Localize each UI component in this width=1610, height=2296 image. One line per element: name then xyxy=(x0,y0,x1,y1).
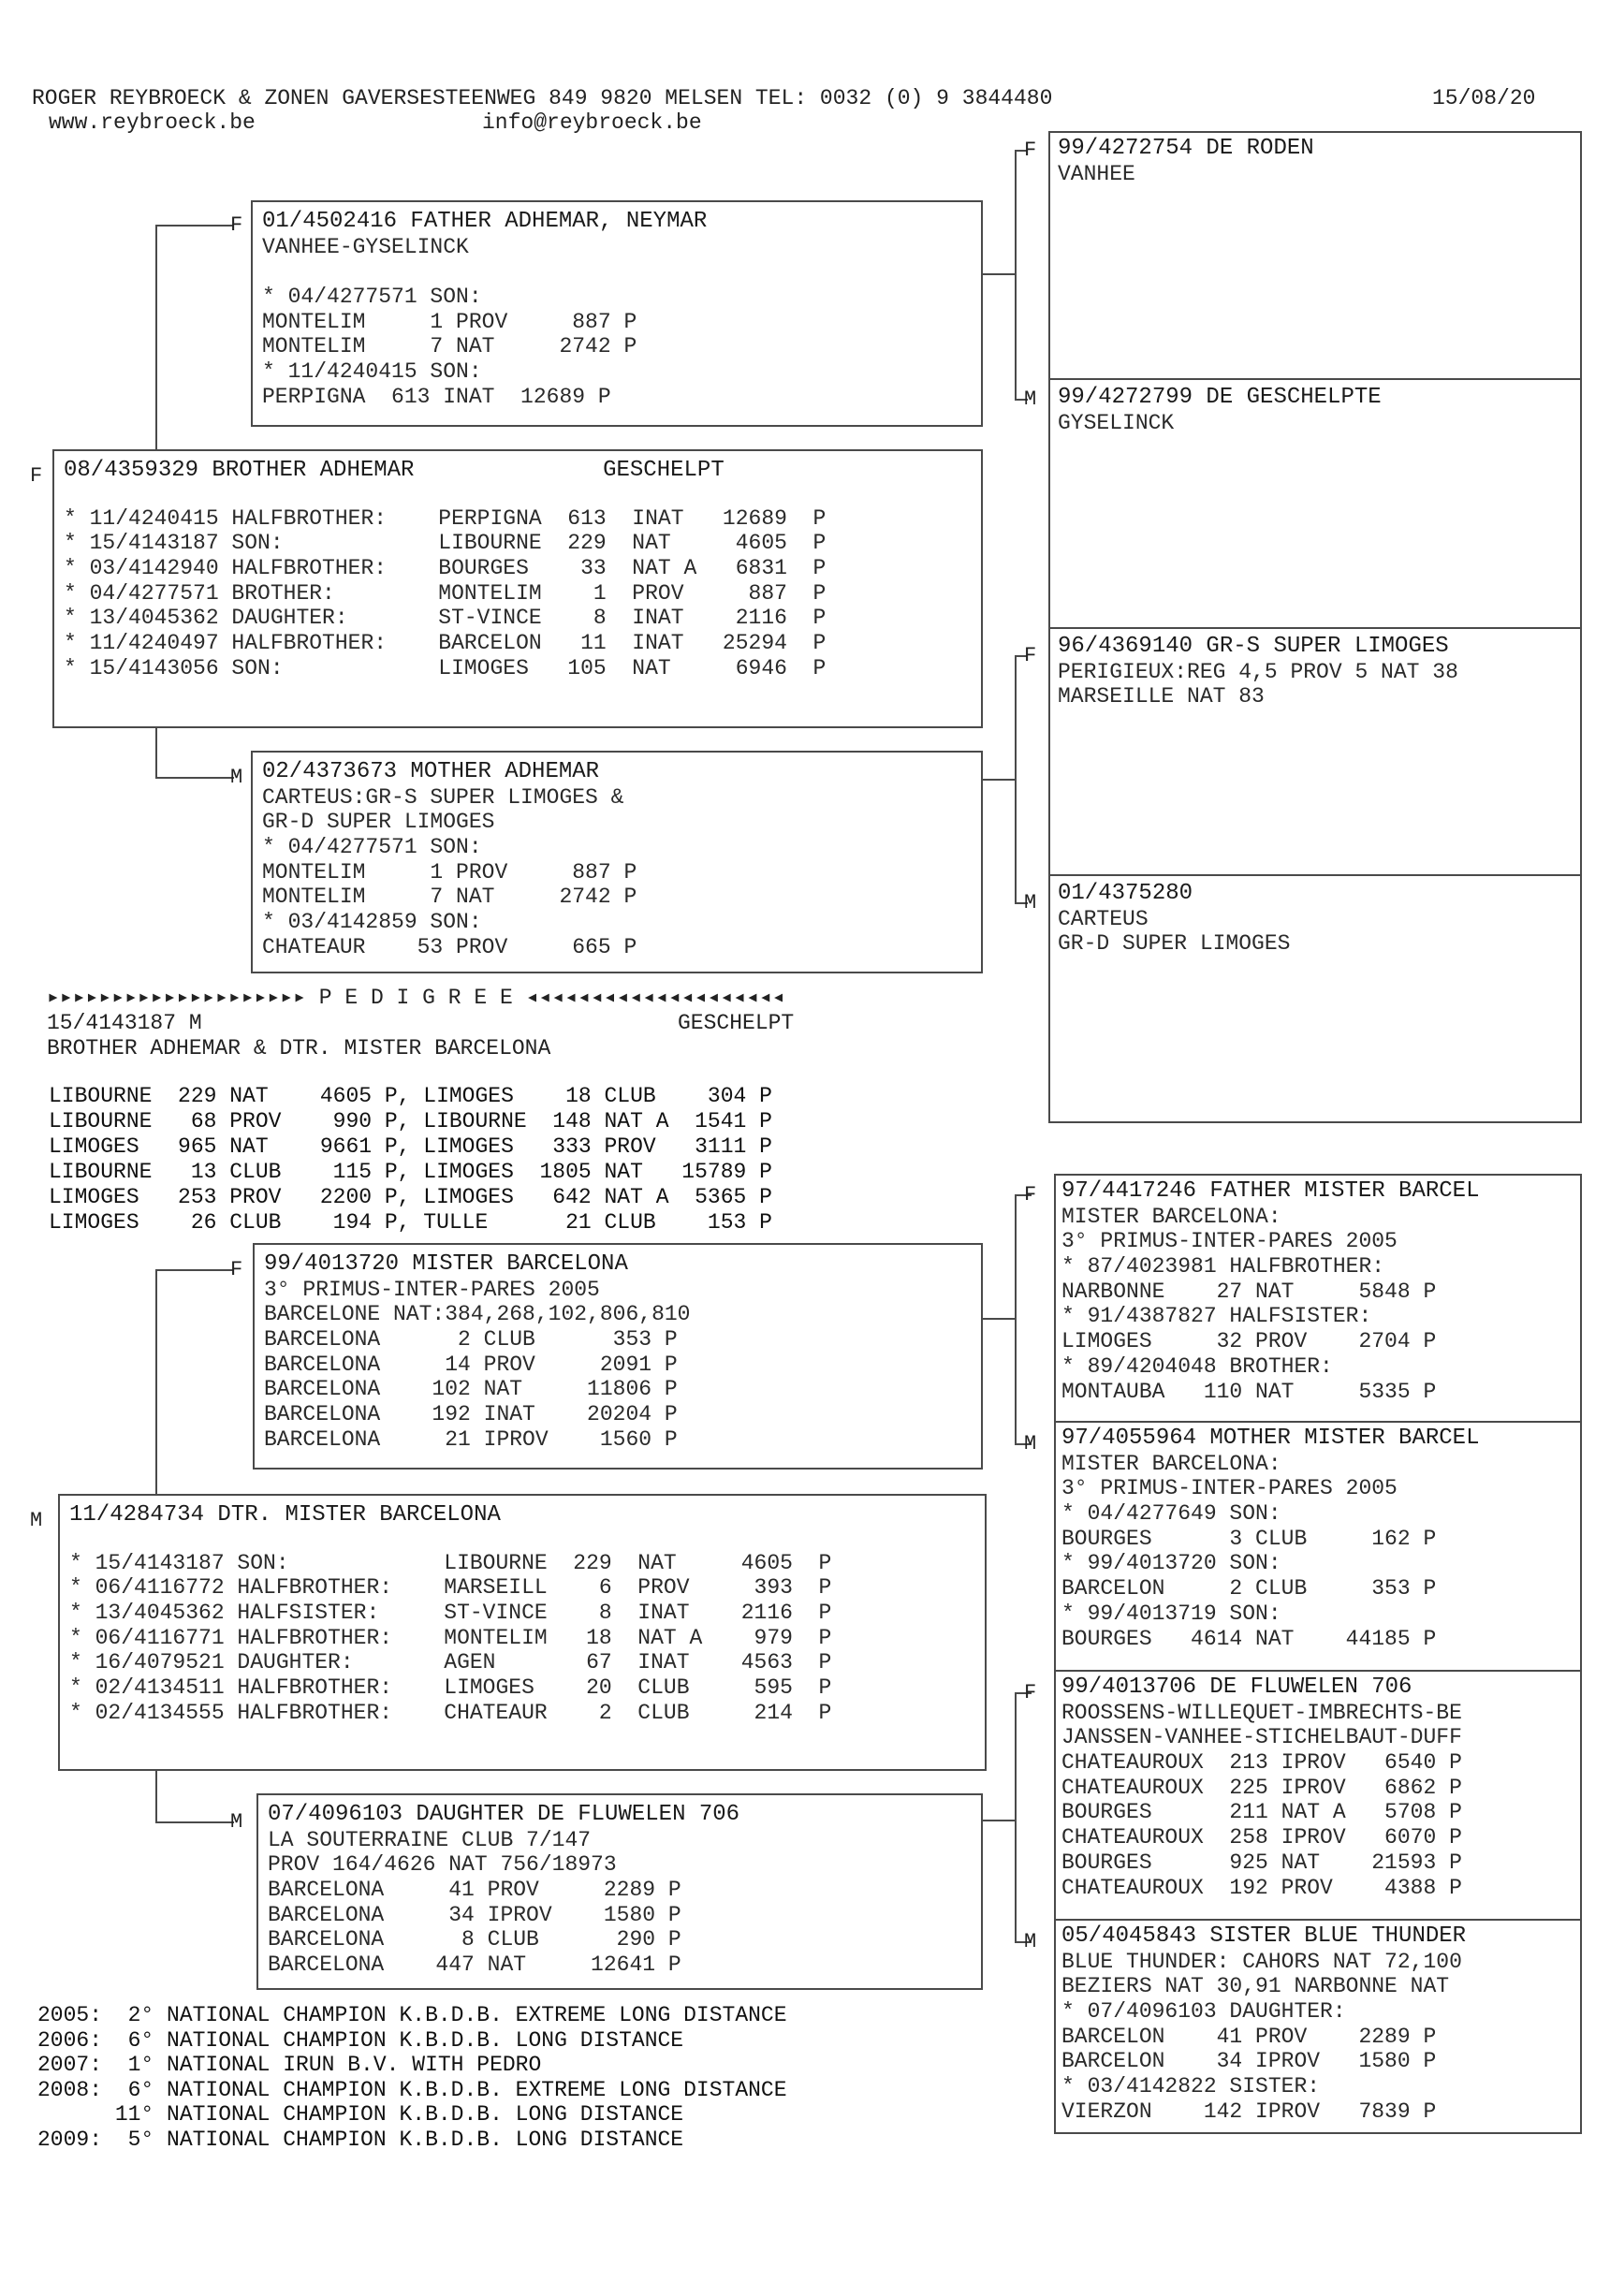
great-granddam-1 xyxy=(1058,386,1578,435)
card-line: MISTER BARCELONA: xyxy=(1061,1451,1281,1476)
sire-marker: F xyxy=(230,213,243,237)
great-grandsire-3 xyxy=(1061,1179,1578,1404)
divider xyxy=(1054,1421,1582,1423)
great-granddam-2 xyxy=(1058,882,1578,957)
card-line: BOURGES 211 NAT A 5708 P xyxy=(1061,1800,1462,1825)
pigeon-results xyxy=(49,1084,985,1236)
card-line: CARTEUS xyxy=(1058,906,1149,931)
dam-marker: M xyxy=(30,1509,43,1532)
connector xyxy=(155,225,234,227)
card-line: LIBOURNE 68 PROV 990 P, LIBOURNE 148 NAT A 1541 P xyxy=(49,1109,772,1133)
card-line: * 04/4277571 BROTHER: MONTELIM 1 PROV 887 P xyxy=(64,580,827,606)
sire-marker: F xyxy=(1024,1681,1037,1704)
dam-card xyxy=(58,1494,987,1771)
card-line: 2009: 5° NATIONAL CHAMPION K.B.D.B. LONG DISTANCE xyxy=(37,2127,684,2152)
card-line: PERPIGNA 613 INAT 12689 P xyxy=(262,384,611,409)
connector xyxy=(155,225,157,451)
card-line: BARCELON 34 IPROV 1580 P xyxy=(1061,2049,1437,2074)
sire-marker: F xyxy=(1024,139,1037,162)
card-line xyxy=(262,259,973,285)
card-line: CARTEUS:GR-S SUPER LIMOGES & xyxy=(262,784,624,810)
great-grandsire-2 xyxy=(1058,635,1578,709)
card-line: BARCELONA 192 INAT 20204 P xyxy=(264,1402,678,1427)
dam-marker: M xyxy=(1024,891,1037,914)
card-line: * 02/4134511 HALFBROTHER: LIMOGES 20 CLUB 595 P xyxy=(69,1675,832,1701)
connector xyxy=(155,726,157,779)
card-line: CHATEAUROUX 225 IPROV 6862 P xyxy=(1061,1775,1462,1800)
achievements-list xyxy=(37,2003,1030,2153)
sire-marker: F xyxy=(1024,644,1037,667)
card-line: * 15/4143187 SON: LIBOURNE 229 NAT 4605 P xyxy=(69,1550,832,1575)
dam-marker: M xyxy=(1024,388,1037,411)
card-line: BARCELONA 102 NAT 11806 P xyxy=(264,1377,678,1402)
card-line: * 13/4045362 HALFSISTER: ST-VINCE 8 INAT 2116 P xyxy=(69,1601,832,1626)
card-line: MARSEILLE NAT 83 xyxy=(1058,684,1265,709)
card-line: * 15/4143056 SON: LIMOGES 105 NAT 6946 P xyxy=(64,655,827,680)
card-line: CHATEAUROUX 192 PROV 4388 P xyxy=(1061,1875,1462,1900)
dam-marker: M xyxy=(230,766,243,789)
dam-marker: M xyxy=(1024,1432,1037,1455)
card-line: 11° NATIONAL CHAMPION K.B.D.B. LONG DISTANCE xyxy=(37,2102,684,2128)
card-title: 05/4045843 SISTER BLUE THUNDER xyxy=(1061,1923,1467,1949)
card-line: CHATEAUR 53 PROV 665 P xyxy=(262,934,637,959)
card-title: 99/4272754 DE RODEN xyxy=(1058,136,1314,161)
card-line: * 03/4142940 HALFBROTHER: BOURGES 33 NAT A 6831 P xyxy=(64,556,827,581)
card-title: 99/4013720 MISTER BARCELONA xyxy=(264,1251,628,1277)
card-line: * 02/4134555 HALFBROTHER: CHATEAUR 2 CLUB 214 P xyxy=(69,1700,832,1725)
card-title: 97/4055964 MOTHER MISTER BARCEL xyxy=(1061,1426,1480,1451)
card-line: BLUE THUNDER: CAHORS NAT 72,100 xyxy=(1061,1949,1462,1974)
card-line: MONTELIM 1 PROV 887 P xyxy=(262,309,637,334)
card-line: PERIGIEUX:REG 4,5 PROV 5 NAT 38 xyxy=(1058,659,1458,684)
header-date: 15/08/20 xyxy=(1432,86,1536,110)
card-line: BARCELONA 447 NAT 12641 P xyxy=(268,1952,681,1978)
card-line: VANHEE-GYSELINCK xyxy=(262,234,469,259)
pedigree-banner: ▸▸▸▸▸▸▸▸▸▸▸▸▸▸▸▸▸▸▸▸ P E D I G R E E ◂◂◂◂◂◂◂◂◂◂◂◂◂◂◂◂◂◂◂◂ xyxy=(47,986,785,1010)
connector xyxy=(981,1820,1017,1821)
card-line: * 04/4277571 SON: xyxy=(262,285,482,310)
card-line: * 11/4240497 HALFBROTHER: BARCELON 11 INAT 25294 P xyxy=(64,631,827,656)
header-address: ROGER REYBROECK & ZONEN GAVERSESTEENWEG 849 9820 MELSEN TEL: 0032 (0) 9 3844480 xyxy=(32,86,1053,110)
card-line: VANHEE xyxy=(1058,161,1135,186)
connector xyxy=(155,1269,157,1496)
dam-marker: M xyxy=(230,1810,243,1834)
card-line: LIBOURNE 13 CLUB 115 P, LIMOGES 1805 NAT 15789 P xyxy=(49,1160,772,1184)
card-line: MISTER BARCELONA: xyxy=(1061,1204,1281,1229)
card-line: MONTAUBA 110 NAT 5335 P xyxy=(1061,1379,1437,1404)
connector xyxy=(155,777,234,779)
divider xyxy=(1048,378,1582,380)
card-line: ROOSSENS-WILLEQUET-IMBRECHTS-BE xyxy=(1061,1700,1462,1725)
sire-marker: F xyxy=(230,1258,243,1281)
connector xyxy=(155,1269,234,1271)
connector xyxy=(1015,655,1017,904)
card-line: MONTELIM 1 PROV 887 P xyxy=(262,859,637,885)
sire-title: 08/4359329 BROTHER ADHEMAR GESCHELPT xyxy=(64,458,724,483)
card-line: * 11/4240415 SON: xyxy=(262,359,482,385)
card-line: MONTELIM 7 NAT 2742 P xyxy=(262,334,637,359)
great-granddam-3 xyxy=(1061,1426,1578,1651)
card-line: * 13/4045362 DAUGHTER: ST-VINCE 8 INAT 2116 P xyxy=(64,606,827,631)
card-title: 01/4502416 FATHER ADHEMAR, NEYMAR xyxy=(262,209,708,234)
connector xyxy=(981,1318,1017,1320)
card-line: BOURGES 3 CLUB 162 P xyxy=(1061,1526,1437,1551)
connector xyxy=(155,1769,157,1823)
card-title: 99/4272799 DE GESCHELPTE xyxy=(1058,385,1382,410)
divider xyxy=(1054,1919,1582,1921)
card-line: 2008: 6° NATIONAL CHAMPION K.B.D.B. EXTREME LONG DISTANCE xyxy=(37,2077,787,2102)
card-line: LIMOGES 253 PROV 2200 P, LIMOGES 642 NAT A 5365 P xyxy=(49,1185,772,1209)
dam-marker: M xyxy=(1024,1930,1037,1953)
card-line: MONTELIM 7 NAT 2742 P xyxy=(262,885,637,910)
card-line: * 06/4116772 HALFBROTHER: MARSEILL 6 PROV 393 P xyxy=(69,1575,832,1601)
card-title: 97/4417246 FATHER MISTER BARCEL xyxy=(1061,1178,1480,1204)
sire-marker: F xyxy=(30,464,43,488)
card-line: VIERZON 142 IPROV 7839 P xyxy=(1061,2099,1437,2124)
card-line: BARCELONA 14 PROV 2091 P xyxy=(264,1352,678,1377)
card-line: PROV 164/4626 NAT 756/18973 xyxy=(268,1852,617,1878)
card-line: BEZIERS NAT 30,91 NARBONNE NAT xyxy=(1061,1974,1450,1999)
card-line: BARCELONA 21 IPROV 1560 P xyxy=(264,1426,678,1452)
divider xyxy=(1048,874,1582,876)
card-line: * 04/4277571 SON: xyxy=(262,835,482,860)
card-line: CHATEAUROUX 258 IPROV 6070 P xyxy=(1061,1825,1462,1850)
connector xyxy=(981,273,1017,275)
granddam-paternal-card xyxy=(251,751,983,973)
card-line: 2007: 1° NATIONAL IRUN B.V. WITH PEDRO xyxy=(37,2053,542,2078)
card-title: 96/4369140 GR-S SUPER LIMOGES xyxy=(1058,634,1449,659)
connector xyxy=(1015,150,1017,401)
card-line: 3° PRIMUS-INTER-PARES 2005 xyxy=(1061,1476,1398,1501)
card-line: LIBOURNE 229 NAT 4605 P, LIMOGES 18 CLUB 304 P xyxy=(49,1084,772,1108)
card-line: * 15/4143187 SON: LIBOURNE 229 NAT 4605 P xyxy=(64,531,827,556)
card-line: 2005: 2° NATIONAL CHAMPION K.B.D.B. EXTREME LONG DISTANCE xyxy=(37,2003,787,2027)
card-line: CHATEAUROUX 213 IPROV 6540 P xyxy=(1061,1750,1462,1776)
great-granddam-4 xyxy=(1061,1924,1578,2125)
card-line: 2006: 6° NATIONAL CHAMPION K.B.D.B. LONG DISTANCE xyxy=(37,2027,684,2053)
sire-marker: F xyxy=(1024,1183,1037,1206)
card-line: * 89/4204048 BROTHER: xyxy=(1061,1353,1333,1379)
card-line: * 03/4142822 SISTER: xyxy=(1061,2074,1321,2099)
card-line: BARCELONA 2 CLUB 353 P xyxy=(264,1327,678,1353)
card-line: BOURGES 925 NAT 21593 P xyxy=(1061,1850,1462,1875)
card-title: 02/4373673 MOTHER ADHEMAR xyxy=(262,759,600,784)
card-line: BARCELONA 34 IPROV 1580 P xyxy=(268,1902,681,1927)
card-title: 01/4375280 xyxy=(1058,881,1193,906)
card-line: 3° PRIMUS-INTER-PARES 2005 xyxy=(264,1277,600,1302)
card-line: * 91/4387827 HALFSISTER: xyxy=(1061,1304,1372,1329)
card-line: LIMOGES 26 CLUB 194 P, TULLE 21 CLUB 153 P xyxy=(49,1210,772,1235)
dam-title: 11/4284734 DTR. MISTER BARCELONA xyxy=(69,1502,501,1528)
header-email: info@reybroeck.be xyxy=(482,110,702,135)
card-line: GR-D SUPER LIMOGES xyxy=(1058,931,1291,957)
card-line: LIMOGES 965 NAT 9661 P, LIMOGES 333 PROV 3111 P xyxy=(49,1134,772,1159)
sire-card xyxy=(52,449,983,728)
card-line: BARCELONA 41 PROV 2289 P xyxy=(268,1878,681,1903)
card-line: * 04/4277649 SON: xyxy=(1061,1501,1281,1527)
card-line: GR-D SUPER LIMOGES xyxy=(262,810,495,835)
card-line: * 06/4116771 HALFBROTHER: MONTELIM 18 NAT A 979 P xyxy=(69,1625,832,1650)
pigeon-ring: 15/4143187 M xyxy=(47,1011,202,1035)
grandsire-maternal-card xyxy=(253,1243,983,1470)
card-line: * 11/4240415 HALFBROTHER: PERPIGNA 613 INAT 12689 P xyxy=(64,505,827,531)
card-line: * 07/4096103 DAUGHTER: xyxy=(1061,1999,1346,2025)
pigeon-name: BROTHER ADHEMAR & DTR. MISTER BARCELONA xyxy=(47,1036,551,1060)
card-line: * 87/4023981 HALFBROTHER: xyxy=(1061,1254,1385,1280)
card-line: BARCELON 41 PROV 2289 P xyxy=(1061,2024,1437,2049)
header-website: www.reybroeck.be xyxy=(49,110,256,135)
great-grandsire-4 xyxy=(1061,1675,1578,1900)
card-line: JANSSEN-VANHEE-STICHELBAUT-DUFF xyxy=(1061,1725,1462,1750)
connector xyxy=(981,779,1017,781)
divider xyxy=(1048,627,1582,629)
connector xyxy=(155,1821,234,1823)
card-line: BARCELONE NAT:384,268,102,806,810 xyxy=(264,1302,691,1327)
card-line: LIMOGES 32 PROV 2704 P xyxy=(1061,1329,1437,1354)
card-line: * 99/4013719 SON: xyxy=(1061,1601,1281,1626)
card-line: BARCELON 2 CLUB 353 P xyxy=(1061,1576,1437,1601)
card-line: * 16/4079521 DAUGHTER: AGEN 67 INAT 4563 P xyxy=(69,1650,832,1675)
card-line: * 03/4142859 SON: xyxy=(262,910,482,935)
great-grandsire-1 xyxy=(1058,137,1578,186)
card-line: BOURGES 4614 NAT 44185 P xyxy=(1061,1626,1437,1651)
granddam-maternal-card xyxy=(256,1793,983,1990)
card-line: 3° PRIMUS-INTER-PARES 2005 xyxy=(1061,1229,1398,1254)
pigeon-strain: GESCHELPT xyxy=(678,1011,795,1035)
card-line: NARBONNE 27 NAT 5848 P xyxy=(1061,1279,1437,1304)
connector xyxy=(1015,1194,1017,1445)
card-line: GYSELINCK xyxy=(1058,410,1175,435)
connector xyxy=(1015,1692,1017,1943)
grandsire-paternal-card xyxy=(251,200,983,427)
card-title: 07/4096103 DAUGHTER DE FLUWELEN 706 xyxy=(268,1802,740,1827)
card-title: 99/4013706 DE FLUWELEN 706 xyxy=(1061,1674,1412,1700)
card-line: BARCELONA 8 CLUB 290 P xyxy=(268,1927,681,1952)
card-line: * 99/4013720 SON: xyxy=(1061,1551,1281,1576)
card-line: LA SOUTERRAINE CLUB 7/147 xyxy=(268,1827,592,1852)
divider xyxy=(1054,1670,1582,1672)
